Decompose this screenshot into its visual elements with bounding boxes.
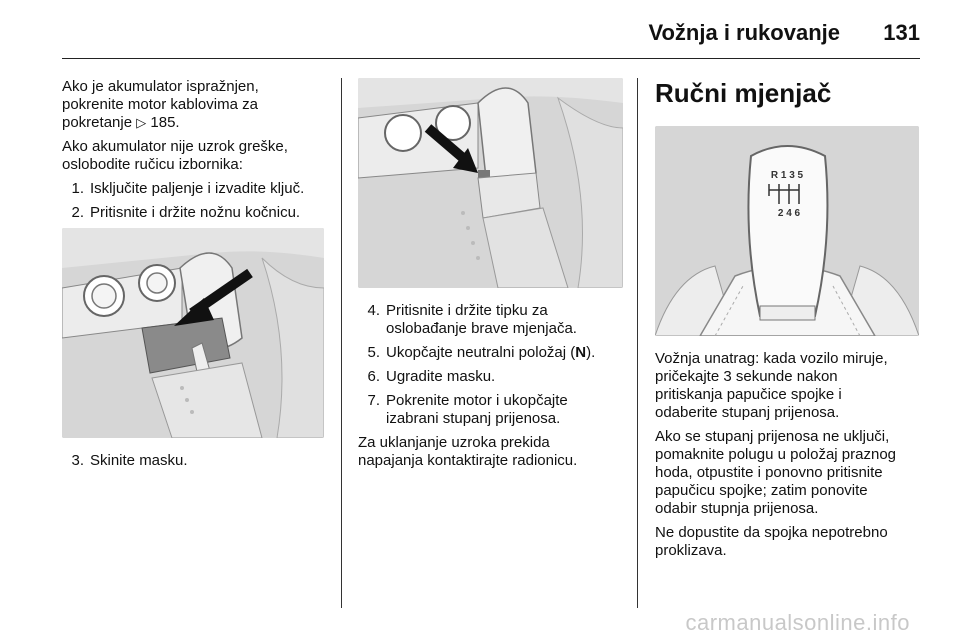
gear-knob-illustration [655, 126, 919, 336]
page-header [62, 12, 920, 59]
gear-mask-illustration [62, 228, 324, 438]
list-item: 1. Isključite paljenje i izvadite ključ. [71, 180, 305, 197]
figure-gear-mask [62, 228, 324, 438]
steps-list-1 [62, 180, 332, 222]
watermark: carmanualsonline.info [685, 610, 910, 635]
list-item: 3. Skinite masku. [71, 452, 188, 469]
list-item: 4. Pritisnite i držite tipku za oslobađanje brave mjenjača. [367, 302, 577, 337]
column-divider-left [341, 78, 342, 608]
list-item: 6. Ugradite masku. [367, 368, 496, 385]
page-number: 131 [883, 20, 920, 45]
page-title: Vožnja i rukovanje [648, 20, 840, 45]
list-item: 5. Ukopčajte neutralni položaj (N). [367, 344, 596, 361]
reference-link[interactable]: 185. [150, 114, 180, 131]
release-paragraph: Ako akumulator nije uzrok greške, oslobodite ručicu izbornika: [62, 138, 288, 173]
column-left [62, 78, 332, 476]
knob-bottom-label: 2 4 6 [777, 208, 801, 219]
steps-list-3 [62, 452, 332, 470]
section-heading: Ručni mjenjač [655, 78, 832, 108]
triangle-ref-icon: ▷ [136, 115, 147, 130]
manual-text [655, 350, 925, 560]
workshop-paragraph: Za uklanjanje uzroka prekida napajanja kontaktirajte radionicu. [358, 434, 578, 469]
column-middle [358, 78, 623, 476]
column-right [655, 78, 925, 566]
clutch-paragraph: Ne dopustite da spojka nepotrebno proklizava. [655, 524, 888, 559]
release-button-illustration [358, 78, 623, 288]
battery-paragraph: Ako je akumulator ispražnjen, pokrenite motor kablovima za pokretanje ▷ 185. [62, 78, 259, 131]
steps-list-2 [358, 302, 623, 428]
gear-engage-paragraph: Ako se stupanj prijenosa ne uključi, pomaknite polugu u položaj praznog hoda, otpustite i ponovno pritisnite papučicu spojke; zatim ponovite odabir stupnja prijenosa. [655, 428, 897, 517]
column-divider-right [637, 78, 638, 608]
reverse-paragraph: Vožnja unatrag: kada vozilo miruje, pričekajte 3 sekunde nakon pritiskanja papučice spojke i odaberite stupanj prijenosa. [655, 350, 888, 421]
knob-top-label: R 1 3 5 [770, 170, 804, 181]
figure-release-button [358, 78, 623, 288]
list-item: 7. Pokrenite motor i ukopčajte izabrani stupanj prijenosa. [367, 392, 568, 427]
figure-gear-knob [655, 126, 919, 336]
list-item: 2. Pritisnite i držite nožnu kočnicu. [71, 204, 301, 221]
